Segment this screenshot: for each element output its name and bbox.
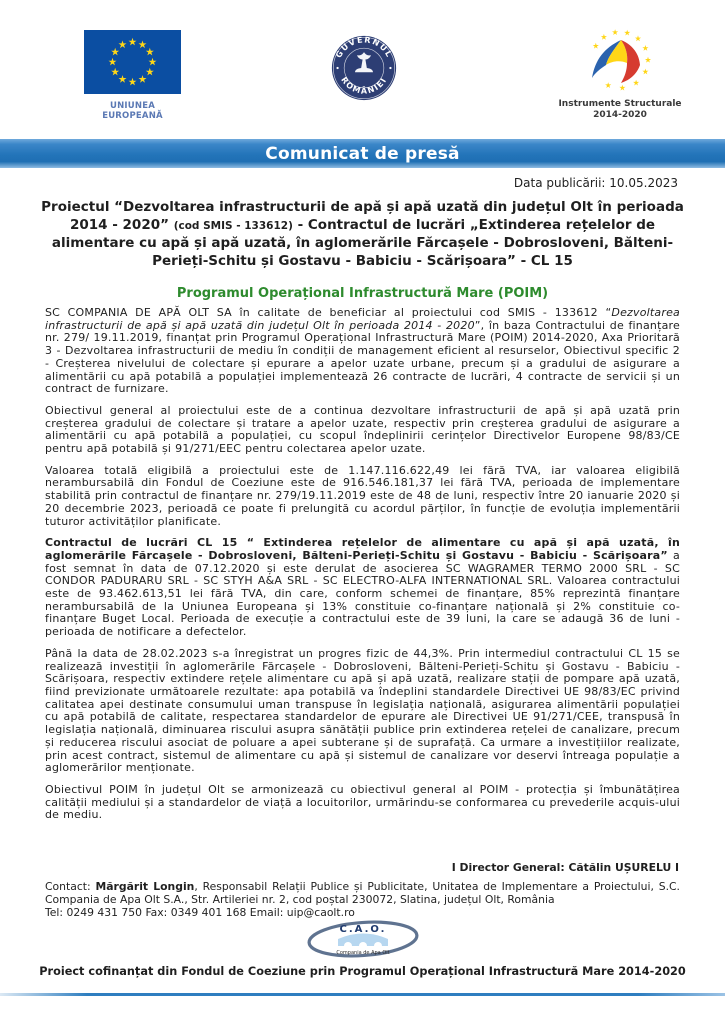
press-release-banner bbox=[0, 139, 725, 168]
structural-instruments-logo bbox=[558, 26, 682, 122]
bottom-divider bbox=[0, 993, 725, 996]
title-part1: Proiectul “Dezvoltarea infrastructurii de apă și apă uzată din județul Olt în perioada 2014 - 2020” bbox=[41, 199, 684, 233]
paragraph-contract bbox=[45, 537, 680, 639]
eu-flag-logo bbox=[84, 30, 181, 121]
cao-label: Compania de Apa Olt bbox=[335, 950, 390, 956]
paragraph-value: Valoarea totală eligibilă a proiectului este de 1.147.116.622,49 lei fără TVA, iar valoarea eligibilă nerambursabilă din Fondul de Coeziune este de 916.546.181,37 lei fără TVA, perioada de implementare stabilită prin contractul de finanțare nr. 279/19.11.2019 este de 48 de luni, respectiv între 20 ianuarie 2020 și 20 decembrie 2023, perioadă ce poate fi prelungită cu acordul părților, în funcție de evoluția implementării tuturor activităților planificate. bbox=[45, 463, 680, 528]
contact-label: Contact: bbox=[45, 880, 96, 893]
p4-rest: a fost semnat în data de 07.12.2020 și este derulat de asocierea SC WAGRAMER TERMO 2000 SRL - SC CONDOR PADURARU SRL - SC STYH A&A SRL - SC ELECTRO-ALFA INTERNATIONAL SRL. Valoarea contractului este de 93.462.613,51 lei fără TVA, din care, conform schemei de finanțare, 85% reprezintă finanțare nerambursabilă de la Uniunea Europeana și 13% constituie co-finanțare națională și 2% constituie co-finanțare Buget Local. Perioada de execuție a contractului este de 39 luni, la care se adaugă 36 de luni - perioada de notificare a defectelor. bbox=[45, 548, 680, 639]
paragraph-poim: Obiectivul POIM în județul Olt se armonizează cu obiectivul general al POIM - protecția și îmbunătățirea calității mediului și a standardelor de viață a locuitorilor, urmărindu-se conformarea cu prevederile acquis-ului de mediu. bbox=[45, 782, 680, 822]
is-logo-label-line2: 2014-2020 bbox=[593, 110, 647, 121]
eu-flag-label: UNIUNEA EUROPEANĂ bbox=[102, 101, 163, 121]
cofinancing-note: Proiect cofinanțat din Fondul de Coeziune prin Programul Operațional Infrastructură Mare 2014-2020 bbox=[39, 965, 686, 978]
contact-name: Mărgărit Longin bbox=[95, 880, 195, 893]
document-title bbox=[30, 199, 695, 270]
gov-seal-top-text: GUVERNUL bbox=[333, 35, 395, 60]
structural-instruments-icon bbox=[558, 26, 682, 94]
p1-post: ”, în baza Contractului de finanțare nr. 279/ 19.11.2019, finanțat prin Programul Operațional Infrastructură Mare (POIM) 2014-2020, Axa Prioritară 3 - Dezvoltarea infrastructurii de mediu în condiții de management eficient al resurselor, Obiectivul specific 2 - Creșterea nivelului de colectare și epurare a apelor uzate urbane, precum și a gradului de asigurare a alimentării cu apă potabilă a populației implementează 26 contracte de lucrări, 4 contracte de servicii și un contract de furnizare. bbox=[45, 318, 680, 396]
gov-seal-bottom-text: ROMÂNIEI bbox=[339, 75, 389, 96]
cao-acronym: C.A.O. bbox=[339, 924, 386, 935]
director-signature: I Director General: Cătălin UȘURELU I bbox=[451, 861, 679, 874]
government-seal-logo bbox=[330, 34, 398, 106]
paragraph-beneficiary bbox=[45, 307, 680, 396]
contact-details: , Responsabil Relații Publice și Publicitate, Unitatea de Implementare a Proiectului, S.C. Compania de Apa Olt S.A., Str. Artileriei nr. 2, cod poștal 230072, Slatina, județul Olt, România bbox=[45, 880, 680, 907]
program-heading: Programul Operațional Infrastructură Mare (POIM) bbox=[176, 286, 549, 301]
p1-pre: SC COMPANIA DE APĂ OLT SA în calitate de beneficiar al proiectului cod SMIS - 133612 “ bbox=[45, 306, 612, 319]
contact-phone-line: Tel: 0249 431 750 Fax: 0349 401 168 Email: uip@caolt.ro bbox=[45, 906, 355, 920]
body-content bbox=[45, 307, 680, 831]
banner-title: Comunicat de presă bbox=[265, 143, 460, 164]
publication-date: Data publicării: 10.05.2023 bbox=[513, 176, 678, 190]
cao-logo-icon bbox=[304, 915, 422, 967]
contact-block bbox=[45, 880, 680, 920]
cao-company-logo bbox=[0, 915, 725, 967]
paragraph-objective: Obiectivul general al proiectului este de a continua dezvoltare infrastructurii de apă și apă uzată prin creșterea gradului de colectare și tratare a apelor uzate, respectiv prin creșterea gradului de asigurare a alimentării cu apă potabilă a populației, cu scopul îndeplinirii cerințelor Directivelor Europene 98/83/CE pentru apă potabilă și 91/271/EEC pentru colectarea apelor uzate. bbox=[45, 403, 680, 456]
p1-italic: Dezvoltarea infrastructurii de apă și apă uzată din județul Olt în perioada 2014 - 2020 bbox=[45, 306, 680, 332]
is-logo-label-line1: Instrumente Structurale bbox=[558, 99, 682, 109]
title-part2: - Contractul de lucrări „Extinderea rețelelor de alimentare cu apă și apă uzată, în aglomerările Fărcașele - Dobrosloveni, Bălteni-Perieți-Schitu și Gostavu - Babiciu - Scărișoara” - CL 15 bbox=[51, 216, 674, 269]
smis-code: (cod SMIS - 133612) bbox=[173, 219, 293, 232]
contact-line bbox=[45, 880, 680, 906]
paragraph-progress: Până la data de 28.02.2023 s-a înregistrat un progres fizic de 44,3%. Prin intermediul contractului CL 15 se realizează investiții în aglomerările Fărcașele - Dobrosloveni, Bălteni-Perieți-Schitu și Gostavu - Babiciu - Scărișoara, respectiv extindere rețele alimentare cu apă și apă uzată, realizare stații de pompare apă uzată, fiind previzionate următoarele rezultate: apa potabilă va îndeplini standardele Directivei UE 98/83/EC privind calitatea apei destinate consumului uman transpuse în legislația națională, asigurarea alimentării populației cu apă potabilă de calitate, respectarea standardelor de epurare ale Directivei UE 91/271/CEE, transpusă în legislația națională, diminuarea riscului asupra sănătății publice prin extinderea rețelei de canalizare, precum și reducerea riscului asociat de poluare a apei subterane și de suprafață. Ca urmare a investițiilor realizate, prin acest contract, sistemul de alimentare cu apă și sistemul de canalizare vor deservi întreaga populație a aglomerărilor menționate. bbox=[45, 646, 680, 775]
government-seal-icon bbox=[330, 34, 398, 102]
p4-bold: Contractul de lucrări CL 15 “ Extinderea rețelelor de alimentare cu apă și apă uzată, în aglomerările Fărcașele - Dobrosloveni, Bălteni-Perieți-Schitu și Gostavu - Babiciu - Scărișoara” bbox=[45, 536, 680, 562]
eu-flag-icon bbox=[84, 30, 181, 94]
